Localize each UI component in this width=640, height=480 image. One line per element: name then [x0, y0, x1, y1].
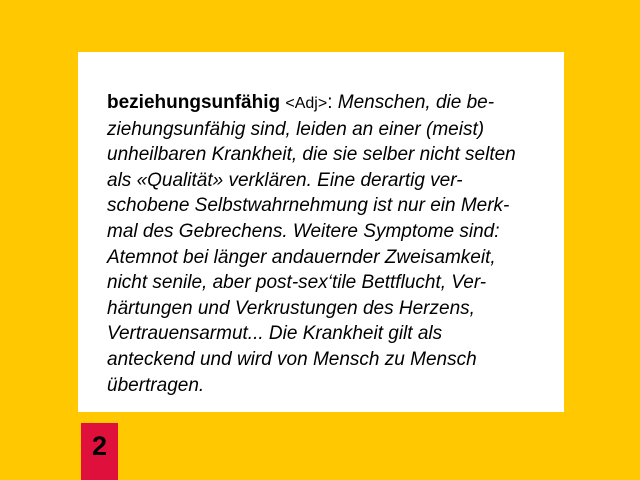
definition-line: anteckend und wird von Mensch zu Mensch [107, 348, 477, 370]
definition-line: mal des Gebrechens. Weitere Symptome sind: [107, 220, 500, 242]
part-of-speech: <Adj> [285, 95, 328, 112]
definition-line: nicht senile, aber post-sex‘tile Bettflucht, Ver- [107, 272, 487, 294]
page-number: 2 [91, 431, 108, 461]
definition-line: übertragen. [107, 374, 205, 396]
definition-line [107, 90, 557, 117]
headword-colon: : [327, 92, 333, 113]
dictionary-entry [107, 90, 557, 398]
definition-line: Atemnot bei länger andauernder Zweisamkeit, [107, 246, 496, 268]
page-number-badge [81, 423, 118, 480]
definition-line: ziehungsunfähig sind, leiden an einer (meist) [107, 118, 485, 140]
definition-line: als «Qualität» verklären. Eine derartig ver- [107, 169, 463, 191]
definition-text: Menschen, die be- [337, 92, 495, 113]
definition-line: schobene Selbstwahrnehmung ist nur ein Merk- [107, 195, 510, 217]
definition-line: unheilbaren Krankheit, die sie selber nicht selten [107, 144, 516, 166]
definition-line: härtungen und Verkrustungen des Herzens, [107, 297, 475, 319]
headword: beziehungsunfähig [107, 92, 281, 113]
definition-line: Vertrauensarmut... Die Krankheit gilt als [107, 323, 443, 345]
